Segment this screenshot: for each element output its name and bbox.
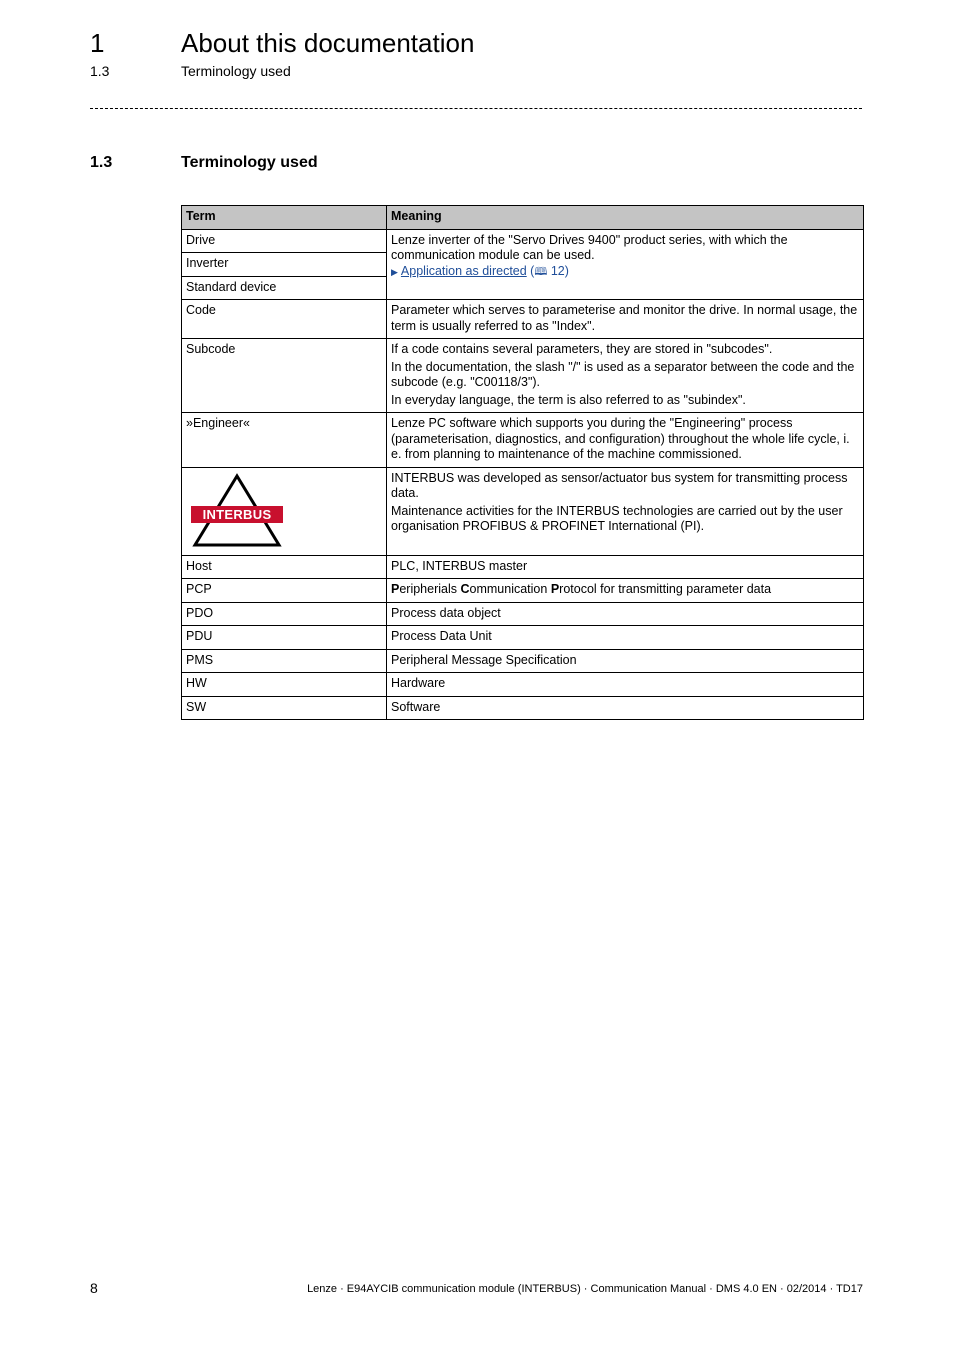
term-code: Code	[182, 300, 387, 339]
table-row	[182, 413, 864, 468]
meaning-line: In the documentation, the slash "/" is used as a separator between the code and the subcode (e.g. "C00118/3").	[391, 359, 855, 389]
table-row	[182, 467, 864, 555]
term-sw: SW	[182, 696, 387, 720]
meaning-drive	[387, 229, 864, 300]
meaning-interbus	[387, 467, 864, 555]
meaning-line: If a code contains several parameters, they are stored in "subcodes".	[391, 342, 773, 356]
interbus-logo	[189, 473, 285, 549]
table-row	[182, 579, 864, 603]
chapter-number: 1	[90, 28, 105, 58]
header-divider	[90, 108, 862, 109]
table-header-row	[182, 206, 864, 230]
meaning-pms: Peripheral Message Specification	[387, 649, 864, 673]
meaning-host: PLC, INTERBUS master	[387, 555, 864, 579]
chapter-title: About this documentation	[181, 28, 475, 58]
term-pcp: PCP	[182, 579, 387, 603]
table-row	[182, 555, 864, 579]
table-row	[182, 649, 864, 673]
meaning-line: Maintenance activities for the INTERBUS technologies are carried out by the user organisation PROFIBUS & PROFINET International (PI).	[391, 503, 843, 533]
link-page-number[interactable]: 12	[550, 263, 565, 278]
triangle-right-icon: ▶	[391, 266, 398, 277]
table-row	[182, 602, 864, 626]
meaning-text: Lenze inverter of the "Servo Drives 9400" product series, with which the communication module can be used.	[391, 232, 788, 262]
terminology-table	[181, 205, 864, 720]
cross-reference: ▶ Application as directed (🕮 12)	[391, 264, 859, 281]
section-title: Terminology used	[181, 154, 318, 171]
header-section-title: Terminology used	[181, 63, 291, 79]
column-header-meaning: Meaning	[387, 206, 864, 230]
pcp-word-part: eripherials	[399, 582, 461, 596]
term-subcode: Subcode	[182, 339, 387, 413]
term-interbus-logo	[182, 467, 387, 555]
table-row	[182, 339, 864, 413]
meaning-pdo: Process data object	[387, 602, 864, 626]
application-as-directed-link[interactable]: Application as directed	[400, 263, 527, 278]
table-row	[182, 696, 864, 720]
pcp-word-part: ommunication	[469, 582, 551, 596]
footer-text: Lenze · E94AYCIB communication module (INTERBUS) · Communication Manual · DMS 4.0 EN · 02/2014 · TD17	[307, 1283, 863, 1295]
term-engineer: »Engineer«	[182, 413, 387, 468]
page-number: 8	[90, 1280, 98, 1296]
table-row	[182, 229, 864, 253]
meaning-pcp	[387, 579, 864, 603]
term-pms: PMS	[182, 649, 387, 673]
term-pdu: PDU	[182, 626, 387, 650]
meaning-code: Parameter which serves to parameterise and monitor the drive. In normal usage, the term is usually referred to as "Index".	[387, 300, 864, 339]
term-pdo: PDO	[182, 602, 387, 626]
table-row	[182, 300, 864, 339]
book-icon: 🕮	[534, 265, 548, 278]
term-hw: HW	[182, 673, 387, 697]
term-inverter: Inverter	[182, 253, 387, 277]
section-number: 1.3	[90, 154, 113, 171]
table-row	[182, 626, 864, 650]
meaning-pdu: Process Data Unit	[387, 626, 864, 650]
column-header-term: Term	[182, 206, 387, 230]
pcp-initial-p2: P	[550, 582, 560, 596]
interbus-logo-text: INTERBUS	[202, 506, 272, 522]
header-section-number: 1.3	[90, 63, 110, 79]
term-standard-device: Standard device	[182, 276, 387, 300]
pcp-word-part: rotocol for transmitting parameter data	[559, 582, 772, 596]
meaning-sw: Software	[387, 696, 864, 720]
pcp-initial-c: C	[460, 582, 470, 596]
table-row	[182, 673, 864, 697]
meaning-subcode	[387, 339, 864, 413]
meaning-line: INTERBUS was developed as sensor/actuator bus system for transmitting process data.	[391, 470, 848, 500]
term-host: Host	[182, 555, 387, 579]
term-drive: Drive	[182, 229, 387, 253]
meaning-line: In everyday language, the term is also referred to as "subindex".	[391, 392, 746, 407]
meaning-hw: Hardware	[387, 673, 864, 697]
pcp-initial-p: P	[391, 582, 400, 596]
meaning-engineer: Lenze PC software which supports you during the "Engineering" process (parameterisation, diagnostics, and configuration) throughout the whole life cycle, i. e. from planning to maintenance of the machine commissioned.	[387, 413, 864, 468]
